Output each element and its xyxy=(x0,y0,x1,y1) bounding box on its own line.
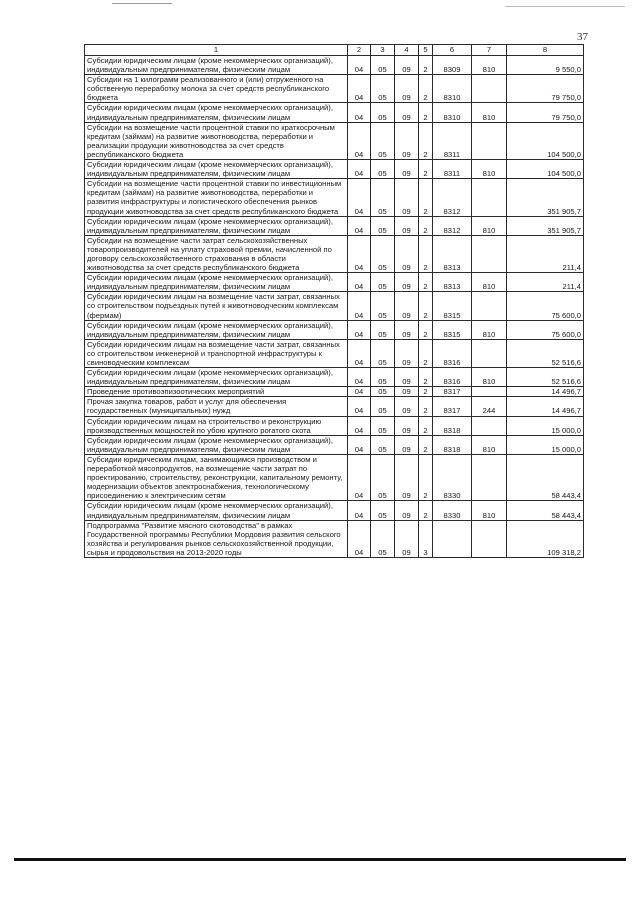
budget-table xyxy=(84,44,584,558)
code-cell: 05 xyxy=(371,273,395,292)
code-cell: 04 xyxy=(348,103,371,122)
code-cell: 810 xyxy=(472,501,507,520)
code-cell xyxy=(472,520,507,557)
code-cell: 05 xyxy=(371,416,395,435)
code-cell: 05 xyxy=(371,320,395,339)
code-cell: 810 xyxy=(472,103,507,122)
code-cell: 04 xyxy=(348,520,371,557)
code-cell: 810 xyxy=(472,56,507,75)
column-header: 4 xyxy=(395,45,419,56)
code-cell: 810 xyxy=(472,216,507,235)
code-cell: 3 xyxy=(419,520,433,557)
code-cell: 04 xyxy=(348,122,371,159)
code-cell: 05 xyxy=(371,179,395,216)
code-cell: 8316 xyxy=(433,368,472,387)
code-cell: 2 xyxy=(419,368,433,387)
table-row xyxy=(85,501,584,520)
code-cell: 04 xyxy=(348,75,371,103)
table-row xyxy=(85,160,584,179)
amount-cell: 79 750,0 xyxy=(507,103,584,122)
code-cell: 09 xyxy=(395,292,419,320)
code-cell: 2 xyxy=(419,273,433,292)
code-cell: 2 xyxy=(419,320,433,339)
table-row xyxy=(85,179,584,216)
code-cell xyxy=(472,75,507,103)
code-cell: 8312 xyxy=(433,179,472,216)
row-name: Субсидии юридическим лицам на строительство и реконструкцию производственных мощностей по убою крупного рогатого скота xyxy=(85,416,348,435)
code-cell: 8311 xyxy=(433,160,472,179)
code-cell: 09 xyxy=(395,179,419,216)
code-cell: 2 xyxy=(419,397,433,416)
row-name: Субсидии юридическим лицам (кроме некоммерческих организаций), индивидуальным предпринимателям, физическим лицам xyxy=(85,501,348,520)
table-row xyxy=(85,387,584,397)
row-name: Субсидии юридическим лицам (кроме некоммерческих организаций), индивидуальным предпринимателям, физическим лицам xyxy=(85,56,348,75)
row-name: Подпрограмма "Развитие мясного скотоводства" в рамках Государственной программы Республики Мордовия развития сельского хозяйства и регулирования рынков сельскохозяйственной продукции, сырья и продовольствия на 2013-2020 годы xyxy=(85,520,348,557)
code-cell: 09 xyxy=(395,454,419,500)
table-row xyxy=(85,56,584,75)
row-name: Субсидии юридическим лицам (кроме некоммерческих организаций), индивидуальным предпринимателям, физическим лицам xyxy=(85,368,348,387)
code-cell: 09 xyxy=(395,160,419,179)
amount-cell: 211,4 xyxy=(507,273,584,292)
code-cell: 05 xyxy=(371,435,395,454)
amount-cell: 351 905,7 xyxy=(507,216,584,235)
code-cell: 04 xyxy=(348,416,371,435)
code-cell: 2 xyxy=(419,56,433,75)
code-cell: 2 xyxy=(419,235,433,272)
amount-cell: 15 000,0 xyxy=(507,416,584,435)
code-cell xyxy=(472,292,507,320)
code-cell: 05 xyxy=(371,160,395,179)
table-header-row xyxy=(85,45,584,56)
code-cell: 810 xyxy=(472,160,507,179)
code-cell: 04 xyxy=(348,273,371,292)
table-row xyxy=(85,368,584,387)
amount-cell: 14 496,7 xyxy=(507,387,584,397)
table-row xyxy=(85,339,584,367)
code-cell: 05 xyxy=(371,368,395,387)
code-cell: 2 xyxy=(419,501,433,520)
amount-cell: 58 443,4 xyxy=(507,501,584,520)
code-cell: 09 xyxy=(395,320,419,339)
code-cell: 05 xyxy=(371,339,395,367)
amount-cell: 52 516,6 xyxy=(507,368,584,387)
code-cell xyxy=(472,122,507,159)
code-cell: 2 xyxy=(419,75,433,103)
code-cell: 05 xyxy=(371,56,395,75)
column-header: 2 xyxy=(348,45,371,56)
code-cell: 04 xyxy=(348,292,371,320)
amount-cell: 104 500,0 xyxy=(507,160,584,179)
code-cell: 04 xyxy=(348,160,371,179)
code-cell: 8309 xyxy=(433,56,472,75)
code-cell: 8313 xyxy=(433,273,472,292)
code-cell: 05 xyxy=(371,103,395,122)
code-cell: 05 xyxy=(371,387,395,397)
code-cell: 8330 xyxy=(433,454,472,500)
amount-cell: 58 443,4 xyxy=(507,454,584,500)
code-cell: 04 xyxy=(348,368,371,387)
code-cell: 810 xyxy=(472,273,507,292)
code-cell: 09 xyxy=(395,122,419,159)
row-name: Субсидии юридическим лицам на возмещение части затрат, связанных со строительством инженерной и транспортной инфраструктуры к свиноводческим комплексам xyxy=(85,339,348,367)
table-row xyxy=(85,273,584,292)
code-cell: 2 xyxy=(419,160,433,179)
code-cell: 09 xyxy=(395,387,419,397)
code-cell: 04 xyxy=(348,454,371,500)
code-cell: 09 xyxy=(395,501,419,520)
row-name: Субсидии юридическим лицам (кроме некоммерческих организаций), индивидуальным предпринимателям, физическим лицам xyxy=(85,103,348,122)
amount-cell: 75 600,0 xyxy=(507,320,584,339)
code-cell: 05 xyxy=(371,292,395,320)
row-name: Субсидии на возмещение части процентной ставки по краткосрочным кредитам (займам) на развитие животноводства, переработки и реализации продукции животноводства за счет средств республиканского бюджета xyxy=(85,122,348,159)
row-name: Проведение противоэпизоотических мероприятий xyxy=(85,387,348,397)
code-cell: 05 xyxy=(371,520,395,557)
row-name: Субсидии юридическим лицам (кроме некоммерческих организаций), индивидуальным предпринимателям, физическим лицам xyxy=(85,273,348,292)
code-cell: 09 xyxy=(395,75,419,103)
code-cell: 2 xyxy=(419,179,433,216)
row-name: Субсидии юридическим лицам на возмещение части затрат, связанных со строительством подъездных путей к животноводческим комплексам (фермам) xyxy=(85,292,348,320)
amount-cell: 14 496,7 xyxy=(507,397,584,416)
code-cell: 09 xyxy=(395,397,419,416)
code-cell: 8317 xyxy=(433,397,472,416)
code-cell: 244 xyxy=(472,397,507,416)
code-cell xyxy=(472,235,507,272)
code-cell: 09 xyxy=(395,103,419,122)
amount-cell: 211,4 xyxy=(507,235,584,272)
row-name: Субсидии юридическим лицам, занимающимся производством и переработкой мясопродуктов, на возмещение части затрат по проектированию, строительству, реконструкции, капитальному ремонту, модернизации объектов электроснабжения, технологическому присоединению к электрическим сетям xyxy=(85,454,348,500)
code-cell: 8315 xyxy=(433,292,472,320)
code-cell: 2 xyxy=(419,103,433,122)
table-row xyxy=(85,75,584,103)
code-cell: 05 xyxy=(371,216,395,235)
code-cell: 810 xyxy=(472,435,507,454)
code-cell: 09 xyxy=(395,416,419,435)
table-row xyxy=(85,397,584,416)
code-cell: 8317 xyxy=(433,387,472,397)
code-cell: 04 xyxy=(348,387,371,397)
code-cell: 810 xyxy=(472,368,507,387)
amount-cell: 109 318,2 xyxy=(507,520,584,557)
code-cell: 09 xyxy=(395,273,419,292)
code-cell xyxy=(472,339,507,367)
code-cell: 09 xyxy=(395,235,419,272)
code-cell: 8310 xyxy=(433,75,472,103)
code-cell: 09 xyxy=(395,435,419,454)
row-name: Субсидии юридическим лицам (кроме некоммерческих организаций), индивидуальным предпринимателям, физическим лицам xyxy=(85,320,348,339)
amount-cell: 351 905,7 xyxy=(507,179,584,216)
code-cell: 04 xyxy=(348,320,371,339)
row-name: Субсидии юридическим лицам (кроме некоммерческих организаций), индивидуальным предпринимателям, физическим лицам xyxy=(85,216,348,235)
code-cell: 8318 xyxy=(433,435,472,454)
table-row xyxy=(85,235,584,272)
code-cell xyxy=(472,416,507,435)
column-header: 8 xyxy=(507,45,584,56)
code-cell: 2 xyxy=(419,216,433,235)
row-name: Субсидии на возмещение части затрат сельскохозяйственных товаропроизводителей на уплату страховой премии, начисленной по договору сельскохозяйственного страхования в области животноводства за счет средств республиканского бюджета xyxy=(85,235,348,272)
code-cell xyxy=(472,179,507,216)
row-name: Прочая закупка товаров, работ и услуг для обеспечения государственных (муниципальных) нужд xyxy=(85,397,348,416)
scan-mark xyxy=(505,6,625,7)
code-cell: 04 xyxy=(348,216,371,235)
amount-cell: 15 000,0 xyxy=(507,435,584,454)
code-cell: 05 xyxy=(371,122,395,159)
row-name: Субсидии юридическим лицам (кроме некоммерческих организаций), индивидуальным предпринимателям, физическим лицам xyxy=(85,435,348,454)
code-cell: 04 xyxy=(348,435,371,454)
column-header: 7 xyxy=(472,45,507,56)
table-row xyxy=(85,103,584,122)
code-cell xyxy=(472,387,507,397)
bottom-rule xyxy=(14,858,626,861)
scan-mark xyxy=(112,3,172,4)
code-cell: 8311 xyxy=(433,122,472,159)
code-cell: 2 xyxy=(419,435,433,454)
table-row xyxy=(85,122,584,159)
code-cell: 2 xyxy=(419,339,433,367)
code-cell: 2 xyxy=(419,292,433,320)
table-row xyxy=(85,216,584,235)
code-cell: 2 xyxy=(419,454,433,500)
code-cell: 04 xyxy=(348,56,371,75)
code-cell: 8315 xyxy=(433,320,472,339)
code-cell: 8330 xyxy=(433,501,472,520)
code-cell: 05 xyxy=(371,454,395,500)
code-cell: 04 xyxy=(348,179,371,216)
code-cell: 04 xyxy=(348,339,371,367)
code-cell: 04 xyxy=(348,501,371,520)
code-cell: 04 xyxy=(348,235,371,272)
code-cell: 2 xyxy=(419,387,433,397)
code-cell: 2 xyxy=(419,416,433,435)
table-row xyxy=(85,454,584,500)
code-cell: 810 xyxy=(472,320,507,339)
page-number: 37 xyxy=(577,31,588,43)
column-header: 6 xyxy=(433,45,472,56)
table-row xyxy=(85,320,584,339)
code-cell: 09 xyxy=(395,339,419,367)
code-cell: 09 xyxy=(395,56,419,75)
code-cell: 09 xyxy=(395,216,419,235)
code-cell: 09 xyxy=(395,520,419,557)
amount-cell: 52 516,6 xyxy=(507,339,584,367)
row-name: Субсидии на возмещение части процентной ставки по инвестиционным кредитам (займам) на развитие животноводства, переработки и развития инфраструктуры и логистического обеспечения рынков продукции животноводства за счет средств республиканского бюджета xyxy=(85,179,348,216)
code-cell: 8316 xyxy=(433,339,472,367)
code-cell: 8318 xyxy=(433,416,472,435)
code-cell xyxy=(472,454,507,500)
code-cell: 09 xyxy=(395,368,419,387)
table-row xyxy=(85,292,584,320)
code-cell: 8313 xyxy=(433,235,472,272)
amount-cell: 75 600,0 xyxy=(507,292,584,320)
amount-cell: 9 550,0 xyxy=(507,56,584,75)
table-row xyxy=(85,416,584,435)
code-cell: 05 xyxy=(371,501,395,520)
code-cell: 05 xyxy=(371,235,395,272)
code-cell: 05 xyxy=(371,397,395,416)
code-cell: 8312 xyxy=(433,216,472,235)
table-row xyxy=(85,435,584,454)
code-cell xyxy=(433,520,472,557)
row-name: Субсидии юридическим лицам (кроме некоммерческих организаций), индивидуальным предпринимателям, физическим лицам xyxy=(85,160,348,179)
row-name: Субсидии на 1 килограмм реализованного и (или) отгруженного на собственную переработку молока за счет средств республиканского бюджета xyxy=(85,75,348,103)
column-header: 5 xyxy=(419,45,433,56)
amount-cell: 104 500,0 xyxy=(507,122,584,159)
column-header: 3 xyxy=(371,45,395,56)
code-cell: 05 xyxy=(371,75,395,103)
code-cell: 04 xyxy=(348,397,371,416)
code-cell: 8310 xyxy=(433,103,472,122)
amount-cell: 79 750,0 xyxy=(507,75,584,103)
column-header: 1 xyxy=(85,45,348,56)
code-cell: 2 xyxy=(419,122,433,159)
table-row xyxy=(85,520,584,557)
